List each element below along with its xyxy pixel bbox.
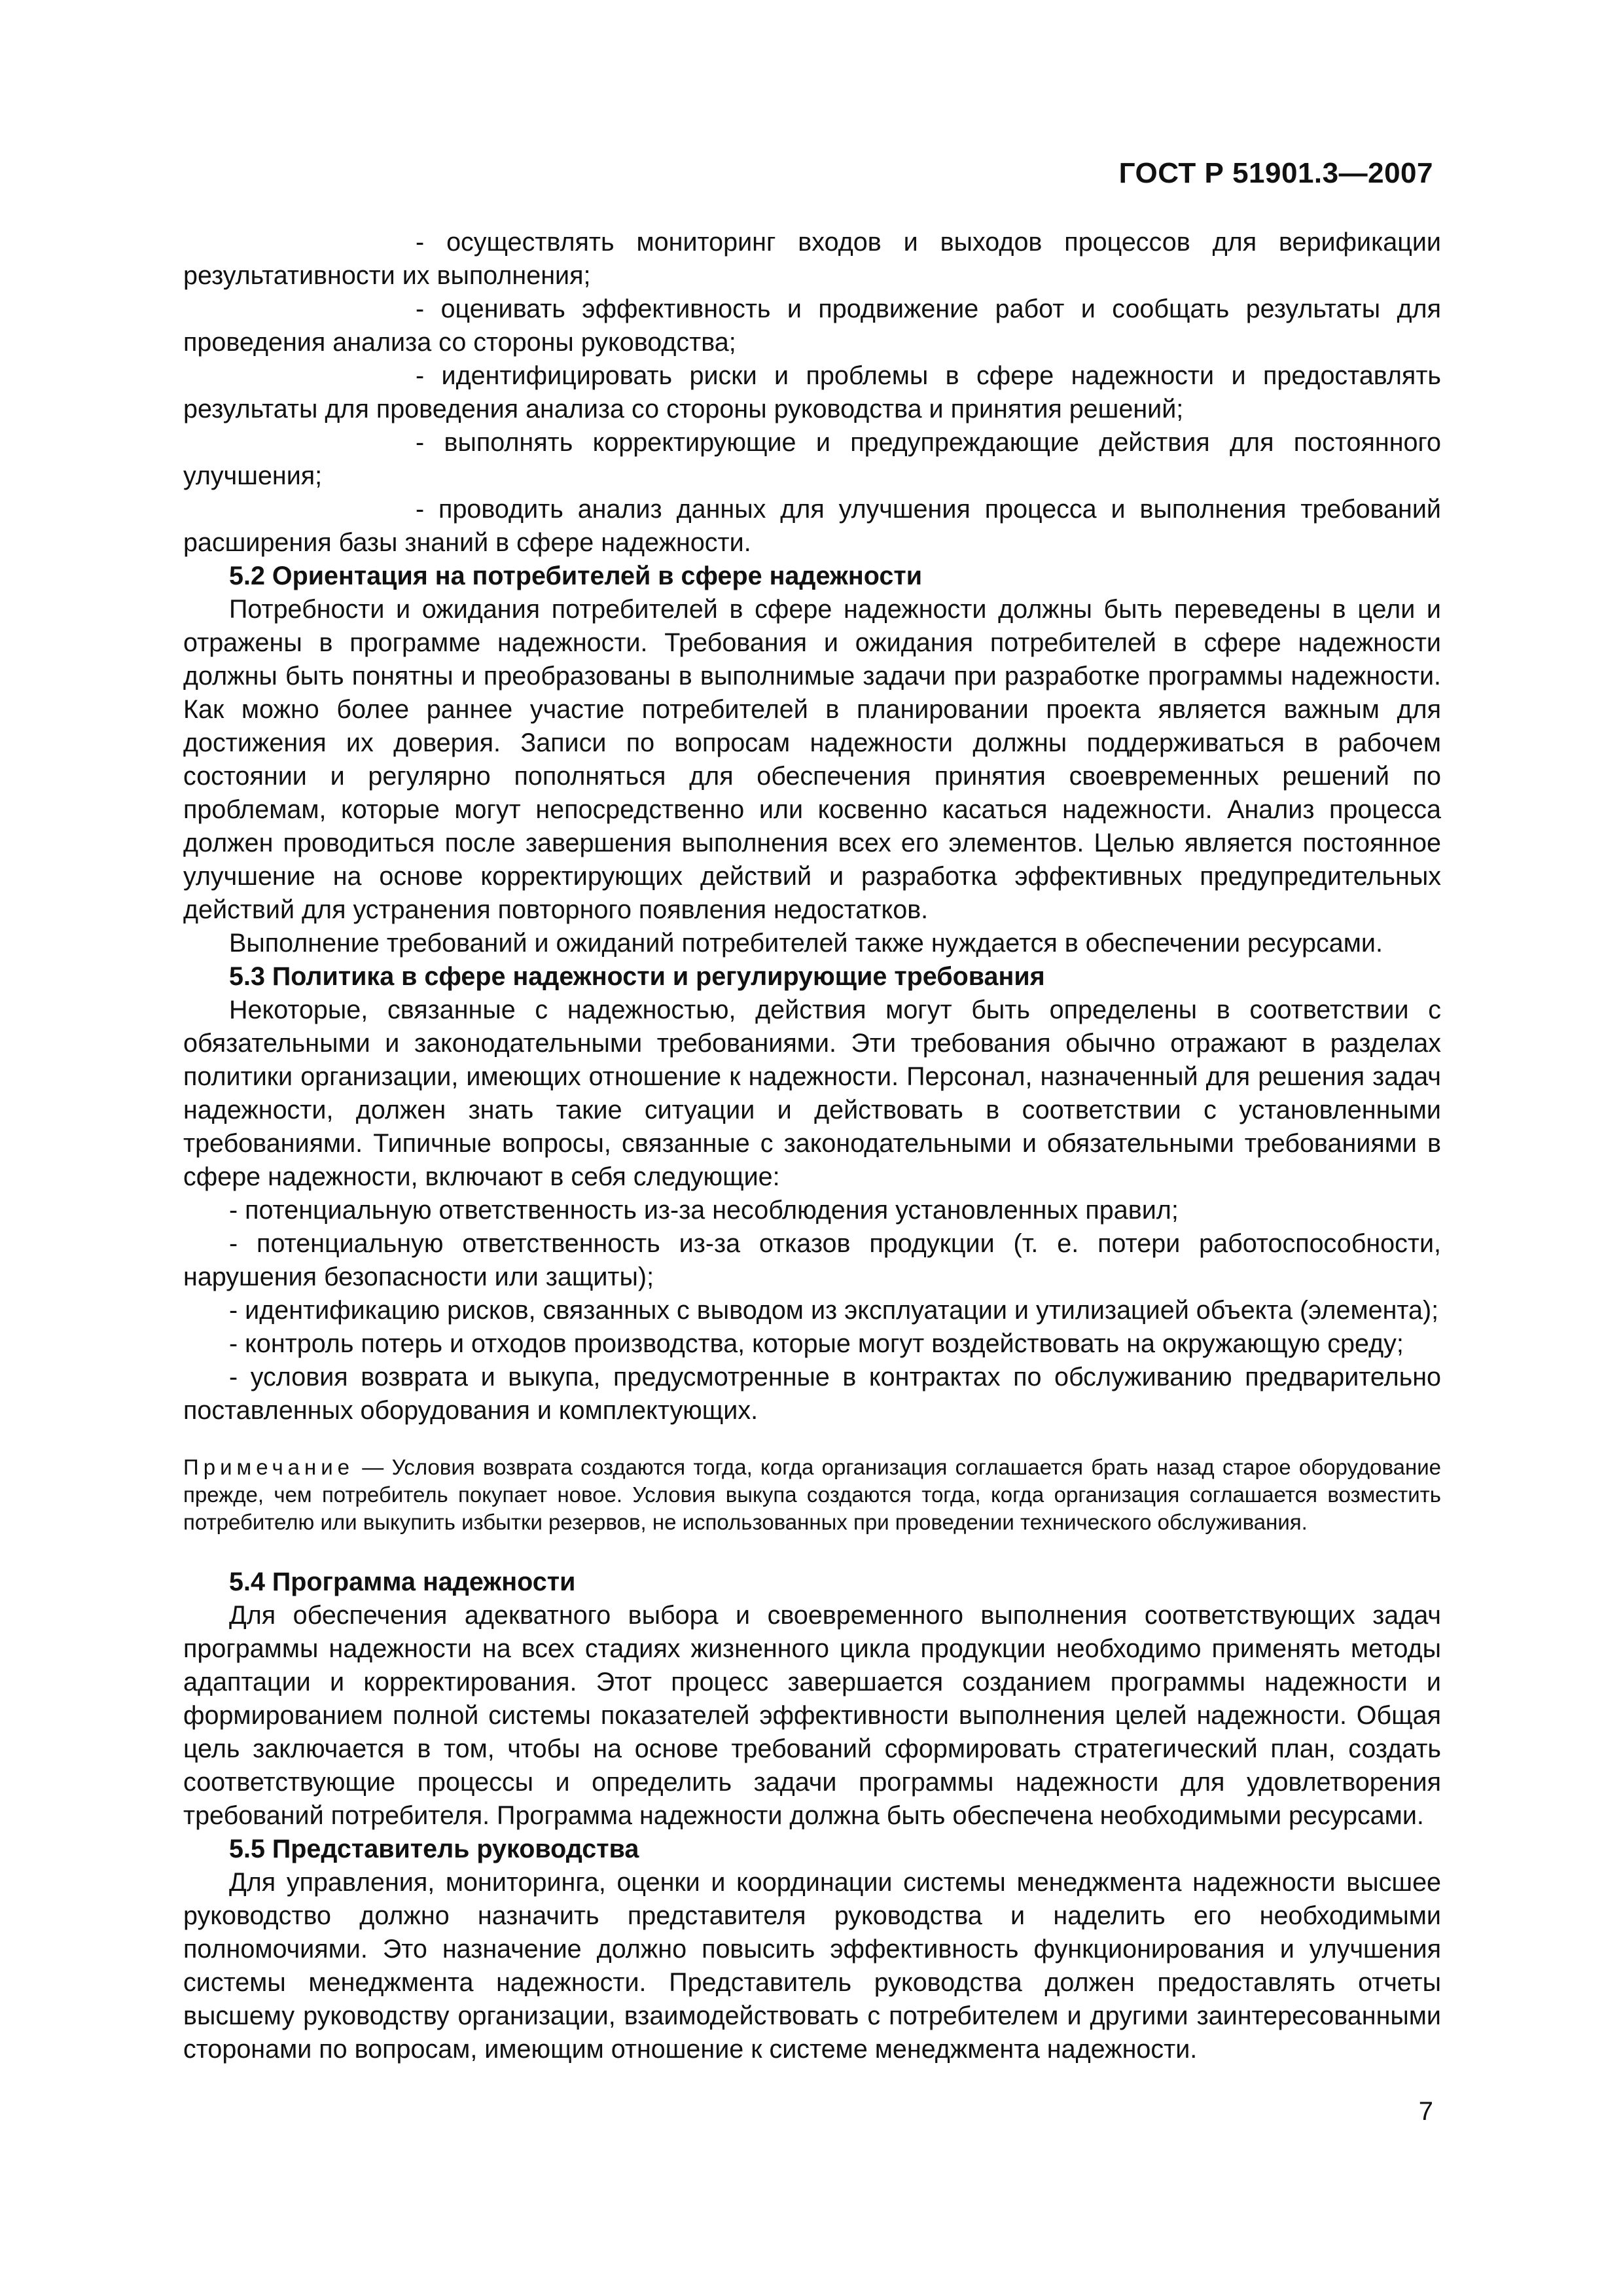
list-item: - идентификацию рисков, связанных с выводом из эксплуатации и утилизацией объекта (элемента); bbox=[229, 1296, 1439, 1325]
paragraph: Для управления, мониторинга, оценки и координации системы менеджмента надежности высшее руководство должно назначить представителя руководства и наделить его необходимыми полномочиями. Это назначение должно повысить эффективность функционирования и улучшения системы менеджмента надежности. Представитель руководства должен предоставлять отчеты высшему руководству организации, взаимодействовать с потребителем и другими заинтересованными сторонами по вопросам, имеющим отношение к системе менеджмента надежности. bbox=[183, 1868, 1441, 2064]
paragraph: Потребности и ожидания потребителей в сфере надежности должны быть переведены в цели и отражены в программе надежности. Требования и ожидания потребителей в сфере надежности должны быть понятны и преобразованы в выполнимые задачи при разработке программы надежности. Как можно более раннее участие потребителей в планировании проекта является важным для достижения их доверия. Записи по вопросам надежности должны поддерживаться в рабочем состоянии и регулярно пополняться для обеспечения принятия своевременных решений по проблемам, которые могут непосредственно или косвенно касаться надежности. Анализ процесса должен проводиться после завершения выполнения всех его элементов. Целью является постоянное улучшение на основе корректирующих действий и разработка эффективных предупредительных действий для устранения повторного появления недостатков. bbox=[183, 595, 1441, 924]
page-number: 7 bbox=[1418, 2097, 1433, 2126]
list-item: - осуществлять мониторинг входов и выходов процессов для верификации результативности их выполнения; bbox=[183, 228, 1441, 290]
list-item: - потенциальную ответственность из-за отказов продукции (т. е. потери работоспособности, нарушения безопасности или защиты); bbox=[183, 1229, 1441, 1291]
note-text: — Условия возврата создаются тогда, когда организация соглашается брать назад старое оборудование прежде, чем потребитель покупает новое. Условия выкупа создаются тогда, когда организация соглашается возместить потребителю или выкупить избытки резервов, не использованных при проведении технического обслуживания. bbox=[183, 1455, 1441, 1534]
section-heading-5-5: 5.5 Представитель руководства bbox=[229, 1835, 639, 1863]
paragraph: Некоторые, связанные с надежностью, действия могут быть определены в соответствии с обязательными и законодательными требованиями. Эти требования обычно отражают в разделах политики организации, имеющих отношение к надежности. Персонал, назначенный для решения задач надежности, должен знать такие ситуации и действовать в соответствии с установленными требованиями. Типичные вопросы, связанные с законодательными и обязательными требованиями в сфере надежности, включают в себя следующие: bbox=[183, 996, 1441, 1191]
list-item: - проводить анализ данных для улучшения процесса и выполнения требований расширения базы знаний в сфере надежности. bbox=[183, 495, 1441, 557]
section-heading-5-2: 5.2 Ориентация на потребителей в сфере надежности bbox=[229, 562, 922, 590]
list-item: - условия возврата и выкупа, предусмотренные в контрактах по обслуживанию предварительно поставленных оборудования и комплектующих. bbox=[183, 1363, 1441, 1425]
section-heading-5-3: 5.3 Политика в сфере надежности и регулирующие требования bbox=[229, 962, 1045, 991]
note bbox=[183, 1454, 1441, 1536]
document-code: ГОСТ Р 51901.3—2007 bbox=[1118, 157, 1433, 189]
list-item: - потенциальную ответственность из-за несоблюдения установленных правил; bbox=[229, 1196, 1179, 1225]
page-content bbox=[183, 226, 1441, 2066]
section-heading-5-4: 5.4 Программа надежности bbox=[229, 1568, 576, 1596]
list-item: - выполнять корректирующие и предупреждающие действия для постоянного улучшения; bbox=[183, 428, 1441, 490]
paragraph: Для обеспечения адекватного выбора и своевременного выполнения соответствующих задач программы надежности на всех стадиях жизненного цикла продукции необходимо применять методы адаптации и корректирования. Этот процесс завершается созданием программы надежности и формированием полной системы показателей эффективности выполнения целей надежности. Общая цель заключается в том, чтобы на основе требований сформировать стратегический план, создать соответствующие процессы и определить задачи программы надежности для удовлетворения требований потребителя. Программа надежности должна быть обеспечена необходимыми ресурсами. bbox=[183, 1601, 1441, 1830]
list-item: - контроль потерь и отходов производства, которые могут воздействовать на окружающую среду; bbox=[229, 1329, 1404, 1358]
paragraph: Выполнение требований и ожиданий потребителей также нуждается в обеспечении ресурсами. bbox=[229, 929, 1383, 958]
list-item: - оценивать эффективность и продвижение работ и сообщать результаты для проведения анализа со стороны руководства; bbox=[183, 295, 1441, 357]
note-label: Примечание bbox=[183, 1455, 355, 1479]
list-item: - идентифицировать риски и проблемы в сфере надежности и предоставлять результаты для проведения анализа со стороны руководства и принятия решений; bbox=[183, 361, 1441, 423]
